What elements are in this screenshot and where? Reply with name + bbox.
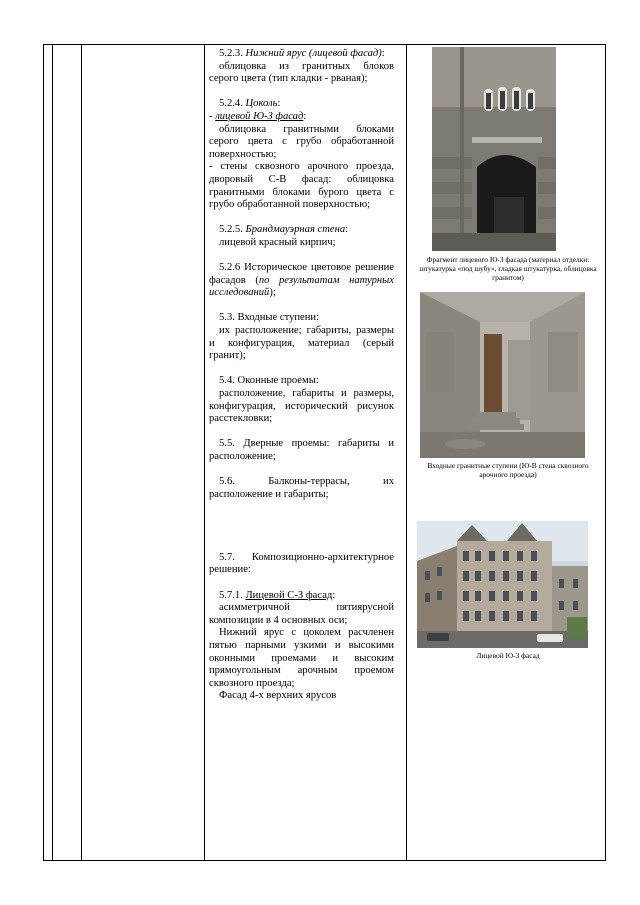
entrance-steps-photo [420,292,585,458]
column-divider-2 [81,45,82,860]
street-facade-photo [417,521,588,648]
section-5-4-text: расположение, габариты и размеры, конфигурация, исторический рисунок расстекловки; [209,388,394,425]
section-5-7-1-text-1: асимметричной пятиярусной композиции в 4 основных оси; [209,602,394,626]
section-5-3-text: их расположение; габариты, размеры и конфигурация, материал (серый гранит); [209,325,394,362]
section-5-7-text: 5.7. Композиционно-архитектурное решение: [209,551,394,576]
requirements-column [209,48,394,703]
column-divider-3 [204,45,205,860]
section-5-2-4-facade: - лицевой Ю-З фасад: [209,110,307,122]
section-5-2-5-heading: 5.2.5. Брандмауэрная стена: [219,224,349,236]
section-5-2-4-text-2: - стены сквозного арочного проезда, дворовый С-В фасад: облицовка гранитными блоками бурого цвета с грубо обработанной поверхностью; [209,161,394,211]
section-5-4-heading: 5.4. Оконные проемы: [219,375,319,387]
section-5-7-1-heading: 5.7.1. Лицевой С-З фасад: [219,589,336,601]
section-5-5-text: 5.5. Дверные проемы: габариты и расположение; [209,438,394,462]
street-facade-caption: Лицевой Ю-З фасад [476,651,540,660]
section-5-2-5-text: лицевой красный кирпич; [219,236,336,248]
section-5-7-1-text-2: Нижний ярус с цоколем расчленен пятью парными узкими и высокими оконными проемами и высоким прямоугольным арочным проемом сквозного проезда; [209,627,394,689]
section-5-2-3-text: облицовка из гранитных блоков серого цвета (тип кладки - рваная); [209,60,394,85]
section-5-6-text: 5.6. Балконы-террасы, их расположение и габариты; [209,476,394,500]
section-5-3-heading: 5.3. Входные ступени: [219,312,320,324]
entrance-steps-caption: Входные гранитные ступени (Ю-В стена сквозного арочного проезда) [427,461,589,479]
facade-fragment-caption: Фрагмент лицевого Ю-З фасада (материал отделки: штукатурка «под шубу», гладкая штукатурка, облицовка гранитом) [419,255,597,282]
document-table [43,44,606,861]
section-5-7-1-text-3: Фасад 4-х верхних ярусов [219,690,337,702]
column-divider-1 [52,45,53,860]
section-5-2-6-text: 5.2.6 Историческое цветовое решение фасадов (по результатам натурных исследований); [209,262,395,299]
section-5-2-4-heading: 5.2.4. Цоколь: [219,98,281,110]
facade-fragment-photo [432,47,556,251]
column-divider-4 [406,45,407,860]
section-5-2-3-heading: 5.2.3. Нижний ярус (лицевой фасад): [219,48,385,59]
section-5-2-4-text-1: облицовка гранитными блоками серого цвета с грубо обработанной поверхностью; [209,123,394,160]
